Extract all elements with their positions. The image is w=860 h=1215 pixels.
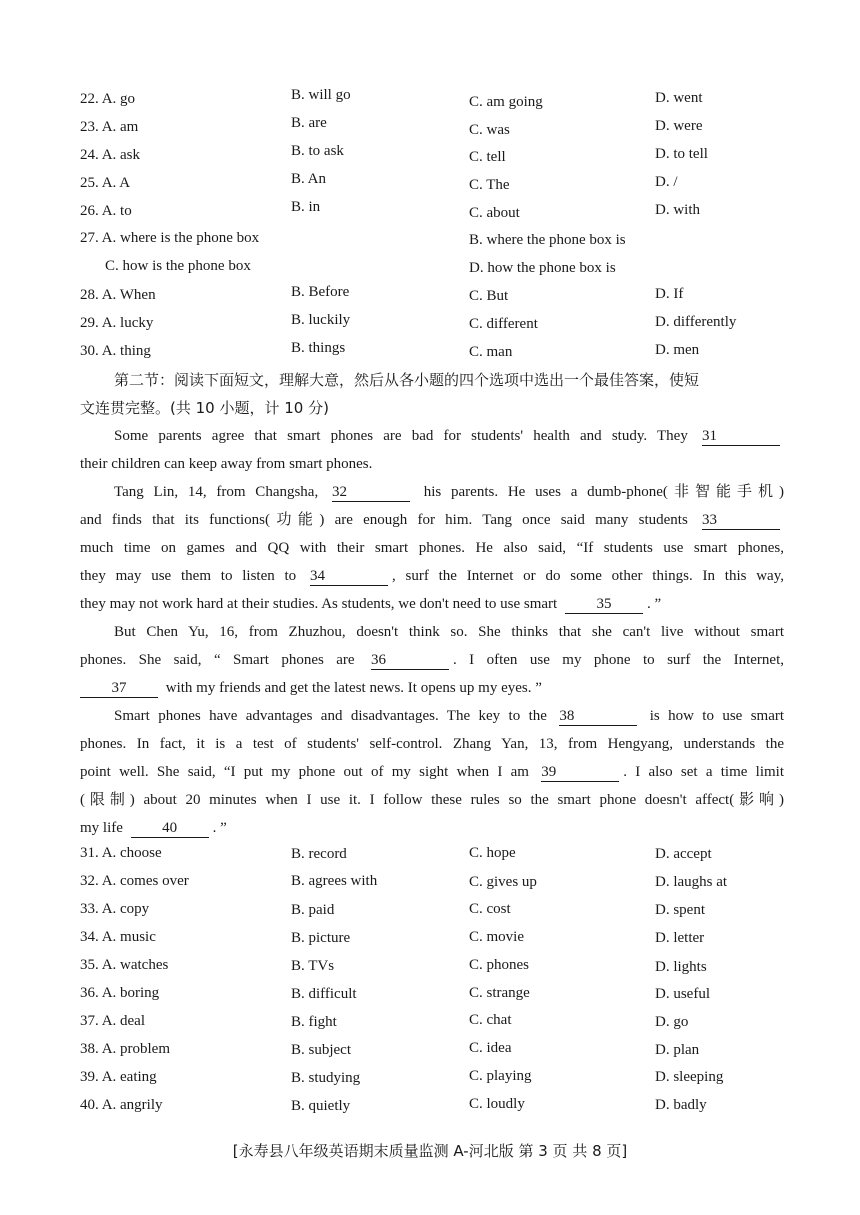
question-38-option-b: B. subject [291, 1042, 351, 1058]
question-37-option-a: 37. A. deal [80, 1013, 146, 1029]
question-28-option-a: 28. A. When [80, 287, 156, 303]
question-36-option-b: B. difficult [291, 986, 357, 1002]
question-27-option-b: B. where the phone box is [469, 232, 626, 248]
question-34-option-b: B. picture [291, 930, 351, 946]
question-24-option-a: 24. A. ask [80, 147, 141, 163]
question-38-option-d: D. plan [655, 1042, 700, 1058]
question-28-option-b: B. Before [291, 284, 350, 300]
passage-line: phones. In fact, it is a test of students' self-control. Zhang Yan, 13, from Hengyang, understands the [80, 736, 784, 752]
question-23-option-c: C. was [469, 122, 510, 138]
question-22-option-a: 22. A. go [80, 91, 136, 107]
question-29-option-d: D. differently [655, 314, 737, 330]
blank-33: 33 [702, 511, 780, 530]
question-24-option-c: C. tell [469, 149, 506, 165]
question-40-option-b: B. quietly [291, 1098, 351, 1114]
question-30-option-b: B. things [291, 340, 346, 356]
question-36-option-d: D. useful [655, 986, 710, 1002]
blank-40: 40 [131, 819, 209, 838]
question-26-option-c: C. about [469, 205, 520, 221]
question-39-option-a: 39. A. eating [80, 1069, 157, 1085]
question-32-option-a: 32. A. comes over [80, 873, 189, 889]
passage-line: my life 40 . ” [80, 820, 227, 836]
question-30-option-c: C. man [469, 344, 513, 360]
page-footer: [永寿县八年级英语期末质量监测 A-河北版 第 3 页 共 8 页] [232, 1142, 628, 1160]
question-33-option-a: 33. A. copy [80, 901, 150, 917]
question-22-option-d: D. went [655, 90, 703, 106]
question-28-option-c: C. But [469, 288, 509, 304]
question-37-option-c: C. chat [469, 1012, 512, 1028]
question-28-option-d: D. If [655, 286, 684, 302]
reading-passage [80, 422, 784, 842]
passage-line: point well. She said, “I put my phone out of my sight when I am 39 . I also set a time limit [80, 764, 784, 780]
question-39-option-b: B. studying [291, 1070, 361, 1086]
blank-39: 39 [541, 763, 619, 782]
blank-38: 38 [559, 707, 637, 726]
question-36-option-a: 36. A. boring [80, 985, 160, 1001]
question-35-option-d: D. lights [655, 959, 707, 975]
question-22-option-b: B. will go [291, 87, 351, 103]
question-40-option-d: D. badly [655, 1097, 707, 1113]
section-2-instructions [80, 366, 784, 422]
question-38-option-c: C. idea [469, 1040, 512, 1056]
question-26-option-b: B. in [291, 199, 321, 215]
question-35-option-c: C. phones [469, 957, 529, 973]
blank-35: 35 [565, 595, 643, 614]
passage-line: much time on games and QQ with their smart phones. He also said, “If students use smart phones, [80, 540, 784, 556]
question-27-option-c: C. how is the phone box [105, 258, 251, 274]
section-2-line-2: 文连贯完整。(共 10 小题，计 10 分) [80, 399, 329, 417]
passage-line: But Chen Yu, 16, from Zhuzhou, doesn't think so. She thinks that she can't live without smart [114, 624, 784, 640]
question-25-option-d: D. / [655, 174, 678, 190]
question-33-option-b: B. paid [291, 902, 335, 918]
question-34-option-d: D. letter [655, 930, 705, 946]
question-40-option-a: 40. A. angrily [80, 1097, 163, 1113]
passage-line: and finds that its functions(功能) are enough for him. Tang once said many students 33 [80, 506, 784, 534]
question-35-option-a: 35. A. watches [80, 957, 169, 973]
question-32-option-b: B. agrees with [291, 873, 378, 889]
question-24-option-b: B. to ask [291, 143, 344, 159]
question-29-option-a: 29. A. lucky [80, 315, 154, 331]
blank-36: 36 [371, 651, 449, 670]
section-2-line-1: 第二节：阅读下面短文，理解大意，然后从各小题的四个选项中选出一个最佳答案，使短 [114, 371, 700, 389]
question-36-option-c: C. strange [469, 985, 530, 1001]
question-31-option-a: 31. A. choose [80, 845, 162, 861]
passage-line: their children can keep away from smart phones. [80, 456, 373, 472]
question-23-option-b: B. are [291, 115, 327, 131]
question-29-option-c: C. different [469, 316, 538, 332]
question-34-option-a: 34. A. music [80, 929, 156, 945]
question-22-option-c: C. am going [469, 94, 543, 110]
passage-line: phones. She said, “ Smart phones are 36 . I often use my phone to surf the Internet, [80, 652, 784, 668]
question-29-option-b: B. luckily [291, 312, 351, 328]
question-37-option-b: B. fight [291, 1014, 337, 1030]
question-23-option-a: 23. A. am [80, 119, 139, 135]
question-38-option-a: 38. A. problem [80, 1041, 171, 1057]
blank-37: 37 [80, 679, 158, 698]
passage-line: 37 with my friends and get the latest news. It opens up my eyes. ” [80, 674, 784, 702]
passage-line: Some parents agree that smart phones are bad for students' health and study. They 31 [80, 422, 784, 450]
question-26-option-a: 26. A. to [80, 203, 132, 219]
question-31-option-c: C. hope [469, 845, 516, 861]
question-25-option-c: C. The [469, 177, 510, 193]
question-33-option-c: C. cost [469, 901, 511, 917]
question-23-option-d: D. were [655, 118, 703, 134]
question-25-option-a: 25. A. A [80, 175, 131, 191]
question-40-option-c: C. loudly [469, 1096, 525, 1112]
question-31-option-b: B. record [291, 846, 347, 862]
question-39-option-d: D. sleeping [655, 1069, 724, 1085]
question-37-option-d: D. go [655, 1014, 689, 1030]
passage-line: Smart phones have advantages and disadvantages. The key to the 38 is how to use smart [114, 708, 784, 724]
blank-34: 34 [310, 567, 388, 586]
passage-line: they may not work hard at their studies. As students, we don't need to use smart 35 . ” [80, 596, 662, 612]
question-39-option-c: C. playing [469, 1068, 532, 1084]
question-30-option-a: 30. A. thing [80, 343, 151, 359]
question-33-option-d: D. spent [655, 902, 705, 918]
question-30-option-d: D. men [655, 342, 700, 358]
question-26-option-d: D. with [655, 202, 700, 218]
question-34-option-c: C. movie [469, 929, 524, 945]
passage-line: they may use them to listen to 34 , surf the Internet or do some other things. In this way, [80, 568, 784, 584]
question-25-option-b: B. An [291, 171, 327, 187]
question-24-option-d: D. to tell [655, 146, 708, 162]
blank-32: 32 [332, 483, 410, 502]
blank-31: 31 [702, 427, 780, 446]
question-32-option-c: C. gives up [469, 874, 537, 890]
question-31-option-d: D. accept [655, 846, 712, 862]
question-27-option-d: D. how the phone box is [469, 260, 616, 276]
passage-line: Tang Lin, 14, from Changsha, 32 his parents. He uses a dumb-phone(非智能手机) [114, 484, 784, 500]
passage-line: (限制) about 20 minutes when I use it. I follow these rules so the smart phone doesn't affect(影响) [80, 792, 784, 808]
question-27-option-a: 27. A. where is the phone box [80, 230, 260, 246]
question-32-option-d: D. laughs at [655, 874, 728, 890]
question-35-option-b: B. TVs [291, 958, 335, 974]
